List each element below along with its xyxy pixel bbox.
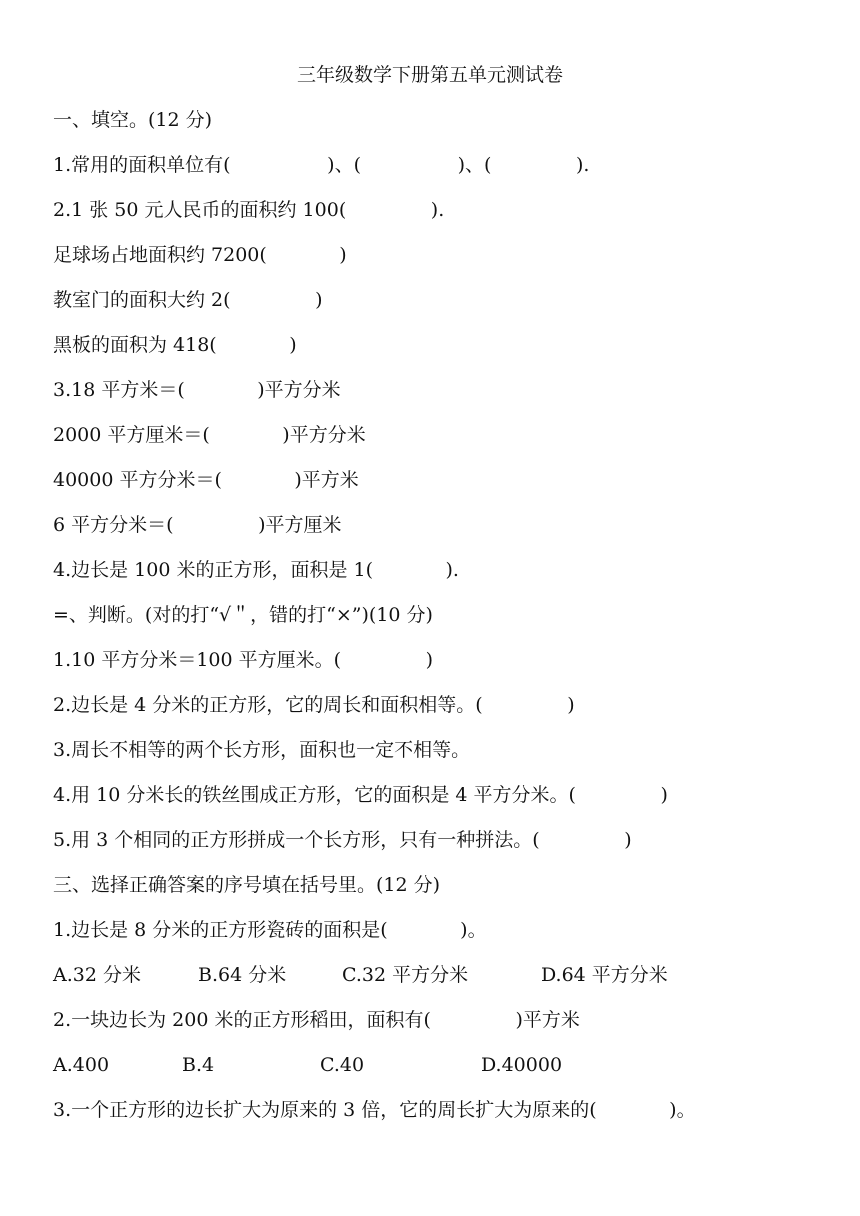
section-fill-blank-heading: 一、填空。(12 分) xyxy=(53,109,213,131)
question-line: 2.一块边长为 200 米的正方形稻田，面积有( )平方米 xyxy=(53,1009,580,1031)
question-line: 3.一个正方形的边长扩大为原来的 3 倍，它的周长扩大为原来的( )。 xyxy=(53,1099,696,1121)
option-a: A.32 分米 xyxy=(53,964,141,986)
option-c: C.40 xyxy=(320,1054,365,1076)
question-line: 1.边长是 8 分米的正方形瓷砖的面积是( )。 xyxy=(53,919,487,941)
question-line: 3.18 平方米＝( )平方分米 xyxy=(53,379,341,401)
question-line: 1.常用的面积单位有( )、( )、( ). xyxy=(53,154,590,176)
option-a: A.400 xyxy=(53,1054,110,1076)
question-line: 6 平方分米＝( )平方厘米 xyxy=(53,514,342,536)
page-title: 三年级数学下册第五单元测试卷 xyxy=(296,64,563,86)
question-line: 3.周长不相等的两个长方形，面积也一定不相等。 xyxy=(53,739,471,761)
question-line: 1.10 平方分米＝100 平方厘米。( ) xyxy=(53,649,434,671)
question-line: 4.边长是 100 米的正方形，面积是 1( ). xyxy=(53,559,459,581)
option-d: D.64 平方分米 xyxy=(541,964,668,986)
question-line: 2.边长是 4 分米的正方形，它的周长和面积相等。( ) xyxy=(53,694,575,716)
option-c: C.32 平方分米 xyxy=(342,964,469,986)
question-line: 足球场占地面积约 7200( ) xyxy=(53,244,347,266)
question-line: 教室门的面积大约 2( ) xyxy=(53,289,323,311)
section-judgement-heading: =、判断。(对的打“√＂，错的打“×”)(10 分) xyxy=(53,604,433,626)
question-line: 2.1 张 50 元人民币的面积约 100( ). xyxy=(53,199,445,221)
section-choice-heading: 三、选择正确答案的序号填在括号里。(12 分) xyxy=(53,874,441,896)
question-line: 2000 平方厘米＝( )平方分米 xyxy=(53,424,366,446)
option-b: B.64 分米 xyxy=(198,964,287,986)
question-line: 4.用 10 分米长的铁丝围成正方形，它的面积是 4 平方分米。( ) xyxy=(53,784,668,806)
option-b: B.4 xyxy=(182,1054,215,1076)
question-line: 5.用 3 个相同的正方形拼成一个长方形，只有一种拼法。( ) xyxy=(53,829,632,851)
question-line: 40000 平方分米＝( )平方米 xyxy=(53,469,359,491)
option-d: D.40000 xyxy=(481,1054,563,1076)
question-line: 黑板的面积为 418( ) xyxy=(53,334,297,356)
